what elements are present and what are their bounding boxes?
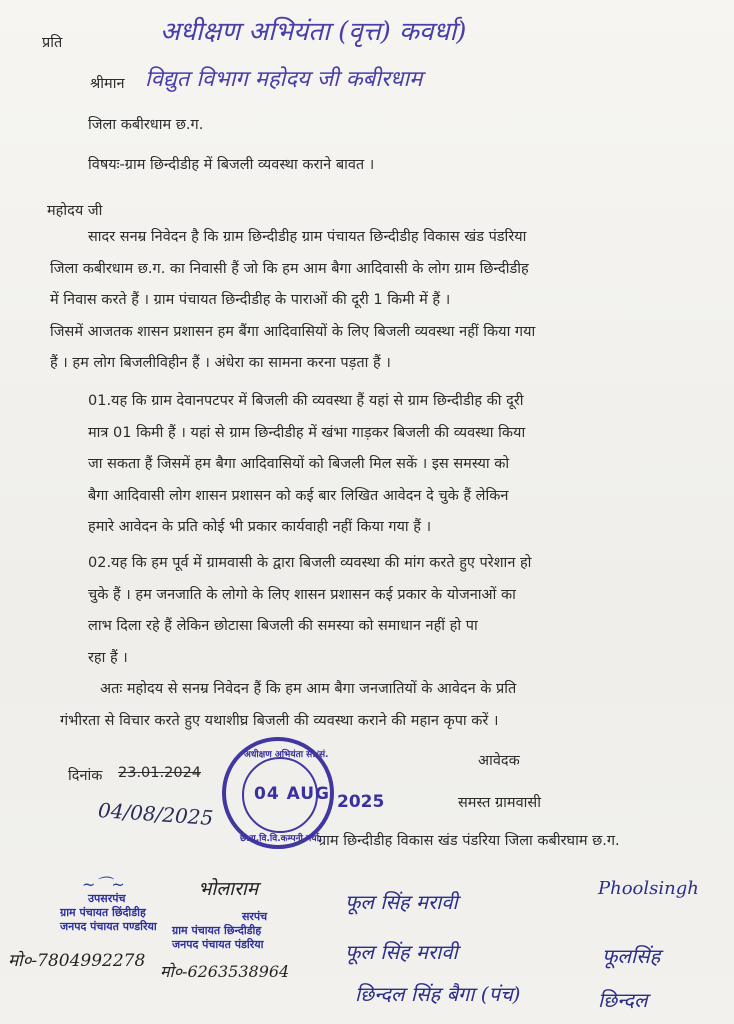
- center-mobile: मो०-6263538964: [160, 962, 290, 981]
- prati-label: प्रति: [42, 35, 63, 51]
- address-line: ग्राम छिन्दीडीह विकास खंड पंडरिया जिला कबीरघाम छ.ग.: [318, 833, 620, 849]
- signature-1: फूल सिंह मरावी: [345, 890, 458, 914]
- text-line: बैगा आदिवासी लोग शासन प्रशासन को कई बार लिखित आवेदन दे चुके हैं लेकिन: [88, 487, 509, 504]
- right-signature-3: छिन्दल: [598, 988, 648, 1012]
- text-line: चुके हैं । हम जनजाति के लोगो के लिए शासन प्रशासन कई प्रकार के योजनाओं का: [88, 586, 516, 603]
- district-line: जिला कबीरधाम छ.ग.: [88, 117, 204, 133]
- text-line: 02.यह कि हम पूर्व में ग्रामवासी के द्वारा बिजली व्यवस्था की मांग करते हुए परेशान हो: [88, 555, 532, 571]
- signature-3: छिन्दल सिंह बैगा (पंच): [355, 982, 521, 1006]
- text-line: हमारे आवेदन के प्रति कोई भी प्रकार कार्यवाही नहीं किया गया हैं ।: [88, 519, 432, 535]
- point-2: [88, 548, 714, 674]
- shriman-handwritten: विद्युत विभाग महोदय जी कबीरधाम: [145, 67, 423, 92]
- text-line: जिसमें आजतक शासन प्रशासन हम बैंगा आदिवासियों के लिए बिजली व्यवस्था नहीं किया गया: [50, 323, 536, 340]
- text-line: सादर सनम्र निवेदन है कि ग्राम छिन्दीडीह ग्राम पंचायत छिन्दीडीह विकास खंड पंडरिया: [88, 229, 527, 245]
- text-line: मात्र 01 किमी हैं । यहां से ग्राम छिन्दीडीह में खंभा गाड़कर बिजली की व्यवस्था किया: [88, 424, 526, 441]
- text-line: जा सकता हैं जिसमें हम बैगा आदिवासियों को बिजली मिल सकें । इस समस्या को: [88, 456, 510, 472]
- text-line: गंभीरता से विचार करते हुए यथाशीघ्र बिजली की व्यवस्था कराने की महान कृपा करें ।: [60, 712, 499, 729]
- stamp-text-bottom: छ.रा.वि.वि.कम्पनी मर्या.: [240, 834, 323, 844]
- left-mobile: मो०-7804992278: [8, 951, 146, 971]
- stamp-line: जनपद पंचायत पंडरिया: [172, 938, 264, 951]
- stamp-line: सरपंच: [242, 910, 268, 923]
- received-stamp: [222, 737, 334, 849]
- text-line: हैं । हम लोग बिजलीविहीन हैं । अंधेरा का सामना करना पड़ता हैं ।: [50, 355, 391, 371]
- text-line: में निवास करते हैं । ग्राम पंचायत छिन्दीडीह के पाराओं की दूरी 1 किमी में हैं ।: [50, 292, 451, 308]
- point-1: [88, 386, 714, 544]
- stamp-text-top: अधीक्षण अभियंता सं./सं.: [244, 750, 329, 760]
- stamp-line: जनपद पंचायत पण्डरिया: [60, 920, 157, 933]
- body-paragraph-1: [50, 222, 712, 380]
- upsarpanch-stamp: [60, 892, 157, 934]
- text-line: लाभ दिला रहे हैं लेकिन छोटासा बिजली की समस्या को समाधान नहीं हो पा: [88, 618, 478, 634]
- text-line: रहा हैं ।: [88, 649, 128, 666]
- date-label: दिनांक: [68, 768, 103, 784]
- addressee-handwritten: अधीक्षण अभियंता (वृत्त) कवर्धा): [160, 17, 467, 47]
- left-signature-scribble: ~⌒~: [82, 875, 125, 894]
- center-name-handwritten: भोलाराम: [198, 878, 259, 900]
- signature-2: फूल सिंह मरावी: [345, 940, 458, 964]
- villagers-label: समस्त ग्रामवासी: [458, 795, 541, 811]
- stamp-date: 04 AUG: [254, 784, 330, 804]
- stamp-line: उपसरपंच: [88, 892, 126, 905]
- right-signature-1: Phoolsingh: [598, 878, 699, 899]
- stamp-year: 2025: [337, 792, 385, 812]
- stamp-line: ग्राम पंचायत छिन्दीडीह: [172, 924, 262, 937]
- text-line: 01.यह कि ग्राम देवानपटपर में बिजली की व्यवस्था हैं यहां से ग्राम छिन्दीडीह की दूरी: [88, 393, 524, 409]
- stamp-line: ग्राम पंचायत छिंदीडीह: [60, 906, 146, 919]
- closing-paragraph: [60, 674, 712, 737]
- right-signature-2: फूलसिंह: [602, 944, 661, 968]
- applicant-label: आवेदक: [478, 753, 520, 769]
- text-line: अतः महोदय से सनम्र निवेदन हैं कि हम आम बैगा जनजातियों के आवेदन के प्रति: [100, 681, 517, 697]
- sarpanch-stamp: [172, 910, 267, 952]
- subject-line: विषयः-ग्राम छिन्दीडीह में बिजली व्यवस्था कराने बावत ।: [88, 157, 375, 173]
- date-struck: 23.01.2024: [118, 765, 202, 781]
- salutation: महोदय जी: [47, 203, 103, 219]
- text-line: जिला कबीरधाम छ.ग. का निवासी हैं जो कि हम आम बैगा आदिवासी के लोग ग्राम छिन्दीडीह: [50, 260, 529, 277]
- date-handwritten: 04/08/2025: [97, 798, 214, 830]
- shriman-label: श्रीमान: [90, 76, 125, 92]
